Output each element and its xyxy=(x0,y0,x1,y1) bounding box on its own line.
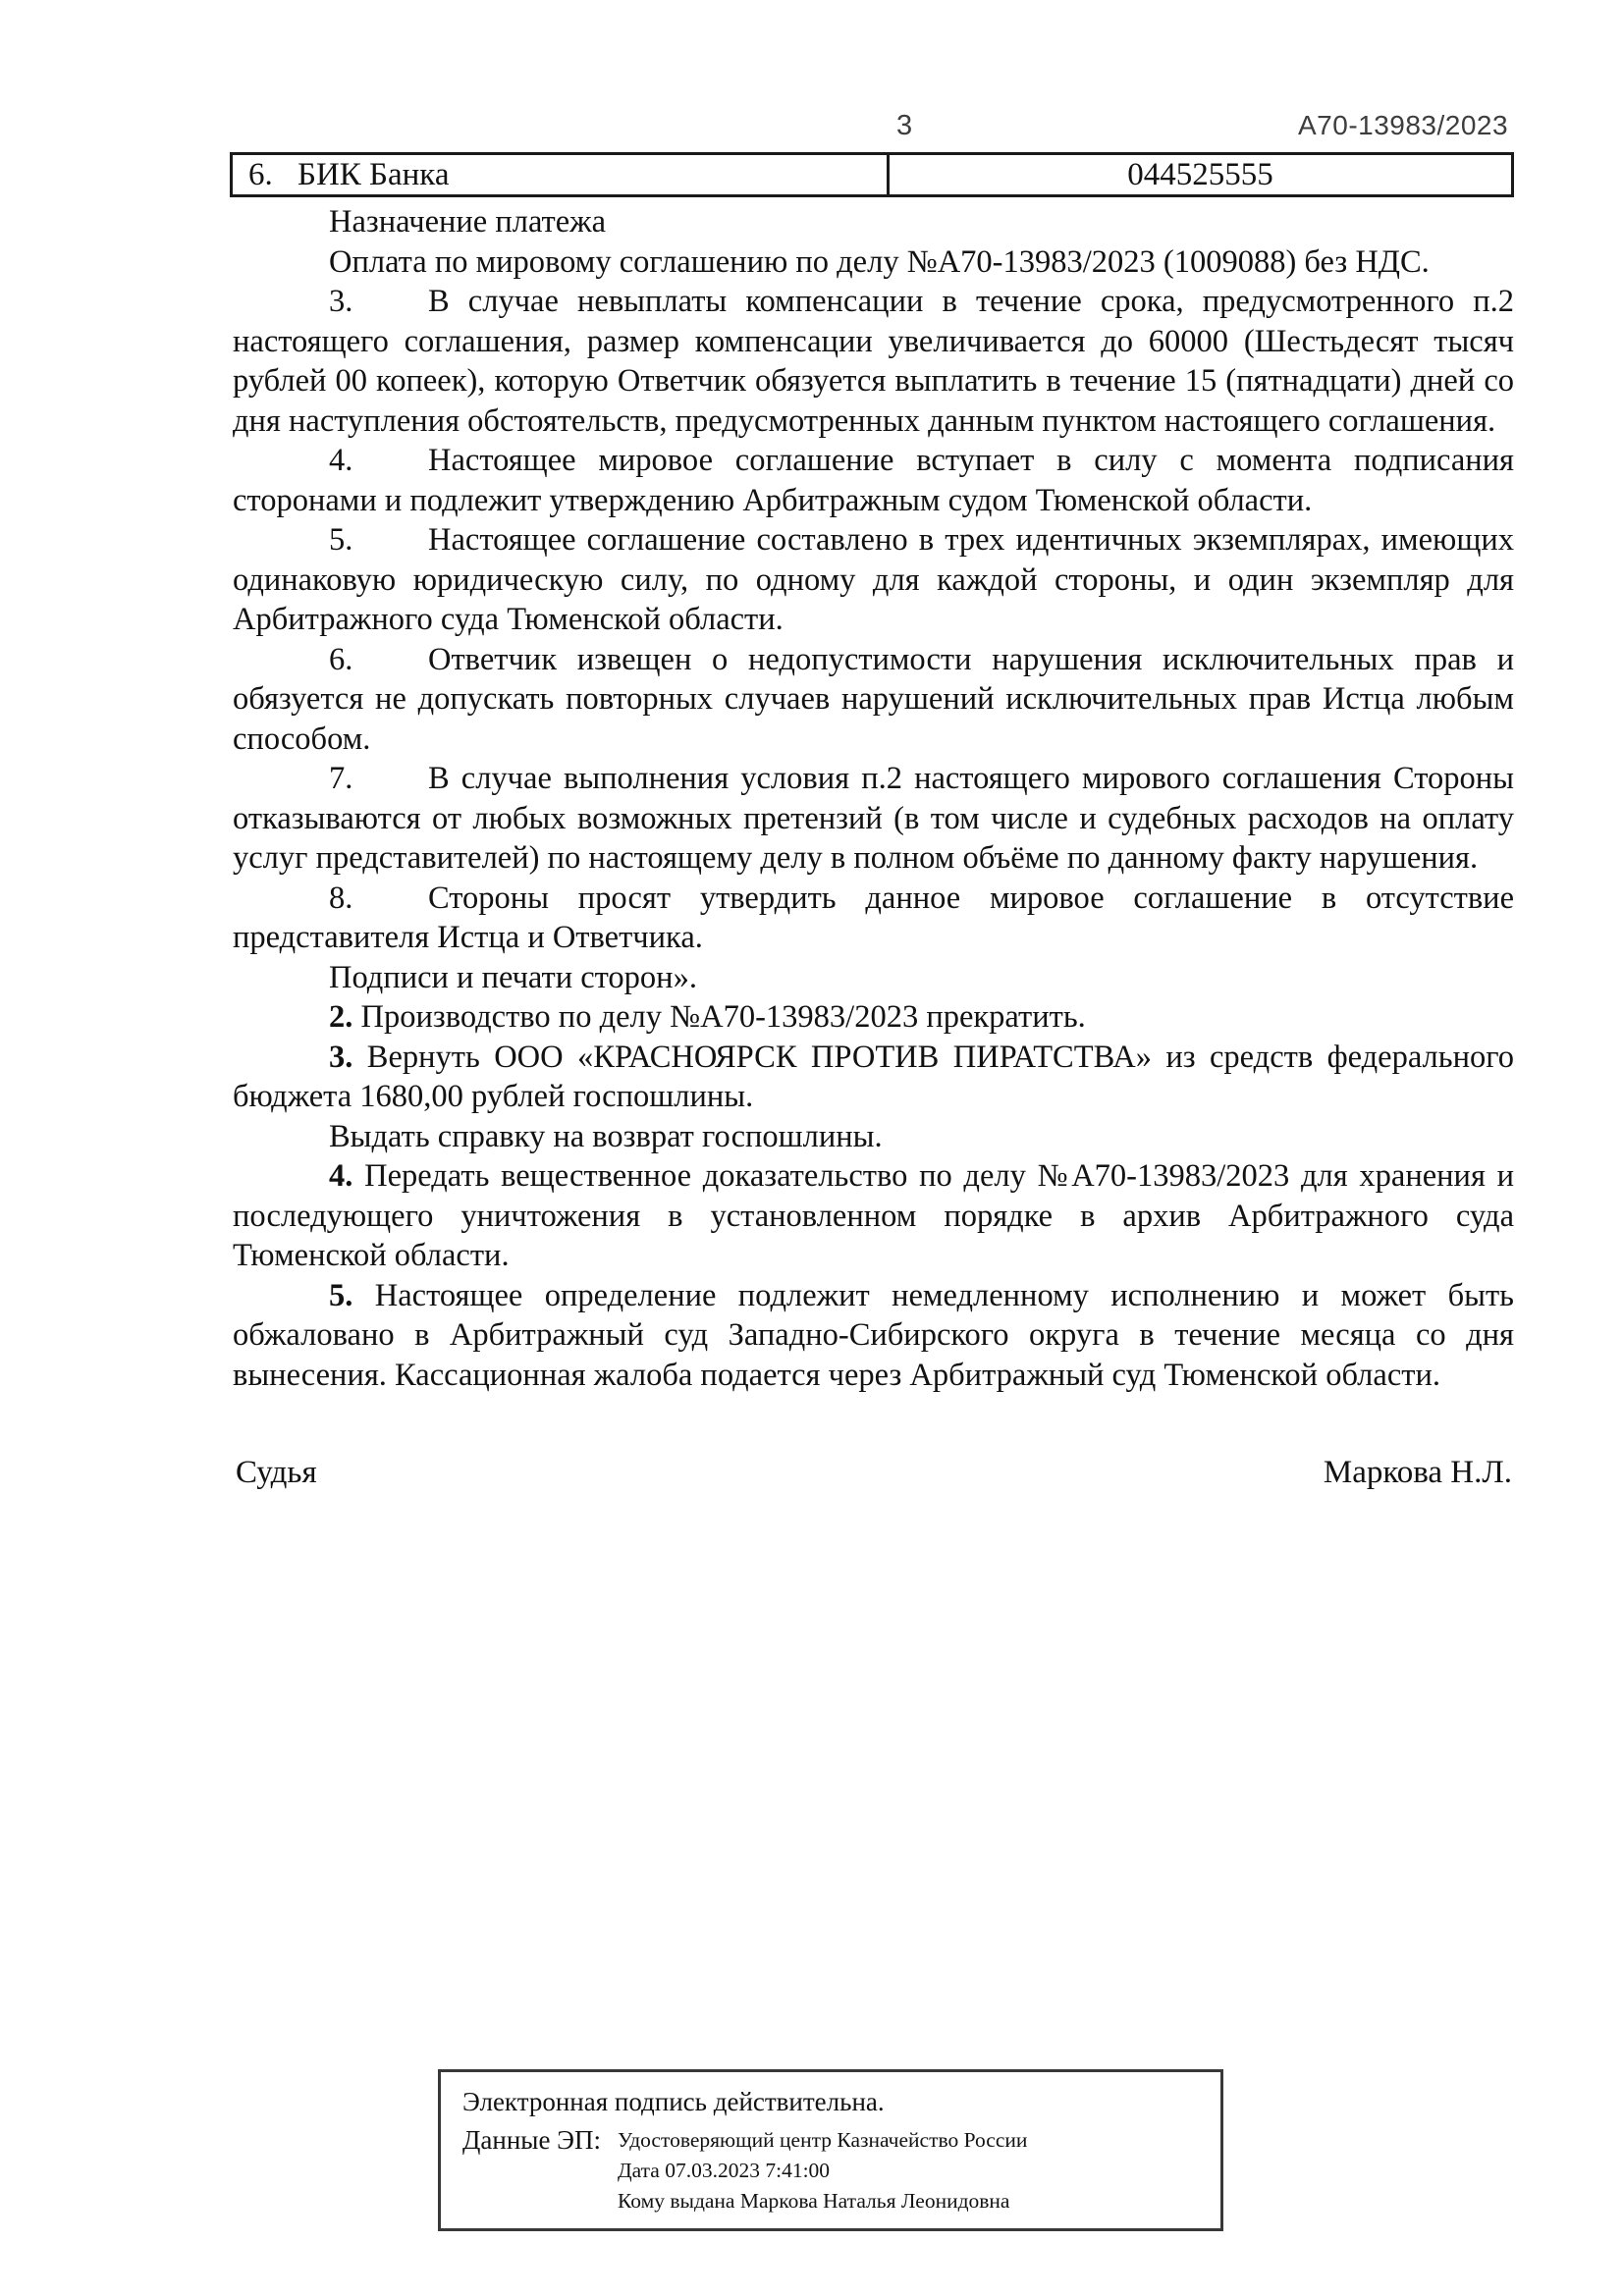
row-label: БИК Банка xyxy=(298,156,450,192)
paragraph: Назначение платежа xyxy=(329,204,607,240)
paragraph xyxy=(233,282,1514,441)
stamp-detail-line: Кому выдана Маркова Наталья Леонидовна xyxy=(618,2189,1010,2213)
stamp-detail-line: Дата 07.03.2023 7:41:00 xyxy=(618,2159,831,2182)
table-cell-value: 044525555 xyxy=(889,154,1513,196)
paragraph-text: Стороны просят утвердить данное мировое соглашение в отсутствие представителя Истца и Ответчика. xyxy=(233,880,1514,955)
paragraph-number: 8. xyxy=(329,880,353,916)
stamp-label: Данные ЭП: xyxy=(462,2125,601,2155)
paragraph xyxy=(233,520,1514,640)
bank-details-table xyxy=(230,152,1514,197)
paragraph-text: В случае выполнения условия п.2 настоящего мирового соглашения Стороны отказываются от любых возможных претензий (в том числе и судебных расходов на оплату услуг представителей) по настоящему делу в полном объёме по данному факту нарушения. xyxy=(233,761,1514,876)
paragraph xyxy=(233,640,1514,760)
paragraph-text: Производство по делу №А70-13983/2023 прекратить. xyxy=(360,999,1086,1035)
body-text xyxy=(233,202,1514,1395)
paragraph-number: 4. xyxy=(329,443,353,478)
table-cell-label xyxy=(232,154,889,196)
paragraph-number: 4. xyxy=(329,1158,353,1194)
paragraph-number: 7. xyxy=(329,761,353,796)
signature-line xyxy=(236,1455,1512,1491)
paragraph-number: 6. xyxy=(329,641,353,677)
row-number: 6. xyxy=(248,156,273,192)
stamp-data-row xyxy=(462,2125,1220,2216)
paragraph xyxy=(233,759,1514,879)
stamp-title: Электронная подпись действительна. xyxy=(462,2087,885,2116)
paragraph xyxy=(233,1038,1514,1117)
paragraph xyxy=(233,1156,1514,1276)
paragraph: Выдать справку на возврат госпошлины. xyxy=(329,1118,883,1154)
e-signature-stamp xyxy=(438,2069,1223,2231)
paragraph: Оплата по мировому соглашению по делу №А70-13983/2023 (1009088) без НДС. xyxy=(329,243,1430,280)
paragraph-text: Настоящее определение подлежит немедленному исполнению и может быть обжаловано в Арбитражный суд Западно-Сибирского округа в течение месяца со дня вынесения. Кассационная жалоба подается через Арбитражный суд Тюменской области. xyxy=(233,1277,1514,1393)
paragraph-text: Настоящее соглашение составлено в трех идентичных экземплярах, имеющих одинаковую юридическую силу, по одному для каждой стороны, и один экземпляр для Арбитражного суда Тюменской области. xyxy=(233,522,1514,637)
judge-name: Маркова Н.Л. xyxy=(1323,1455,1512,1490)
paragraph-text: Передать вещественное доказательство по делу №А70-13983/2023 для хранения и последующего уничтожения в установленном порядке в архив Арбитражного суда Тюменской области. xyxy=(233,1158,1515,1273)
paragraph: Подписи и печати сторон». xyxy=(329,959,697,995)
table-row xyxy=(232,154,1513,196)
paragraph-number: 3. xyxy=(329,1039,353,1075)
stamp-detail-line: Удостоверяющий центр Казначейство России xyxy=(618,2128,1028,2152)
paragraph xyxy=(233,879,1514,958)
stamp-details xyxy=(618,2125,1027,2216)
paragraph-text: Ответчик извещен о недопустимости нарушения исключительных прав и обязуется не допускать повторных случаев нарушений исключительных прав Истца любым способом. xyxy=(233,641,1514,757)
paragraph-text: Настоящее мировое соглашение вступает в силу с момента подписания сторонами и подлежит утверждению Арбитражным судом Тюменской области. xyxy=(233,443,1514,518)
paragraph xyxy=(233,441,1514,520)
paragraph-number: 5. xyxy=(329,1277,353,1313)
paragraph-text: В случае невыплаты компенсации в течение срока, предусмотренного п.2 настоящего соглашения, размер компенсации увеличивается до 60000 (Шестьдесят тысяч рублей 00 копеек), которую Ответчик обязуется выплатить в течение 15 (пятнадцати) дней со дня наступления обстоятельств, предусмотренных данным пунктом настоящего соглашения. xyxy=(233,284,1514,439)
page-number: 3 xyxy=(896,110,913,141)
case-number: А70-13983/2023 xyxy=(1298,110,1509,140)
paragraph-text: Вернуть ООО «КРАСНОЯРСК ПРОТИВ ПИРАТСТВА» из средств федерального бюджета 1680,00 рублей госпошлины. xyxy=(233,1039,1514,1114)
paragraph xyxy=(233,997,1514,1038)
judge-label: Судья xyxy=(236,1455,317,1490)
paragraph-number: 2. xyxy=(329,999,353,1035)
paragraph-number: 5. xyxy=(329,522,353,558)
paragraph xyxy=(233,1276,1514,1396)
paragraph-number: 3. xyxy=(329,284,353,319)
